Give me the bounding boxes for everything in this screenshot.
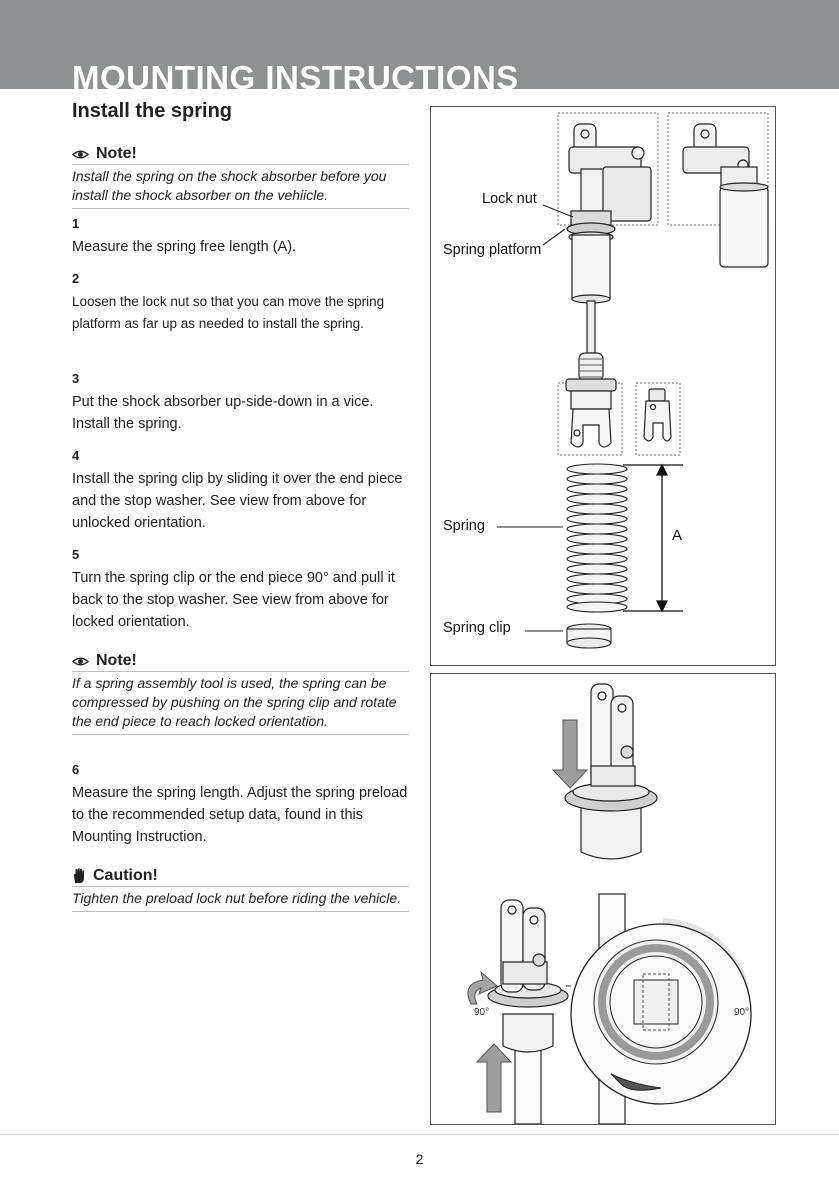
note-label: Note! xyxy=(96,145,137,162)
label-angle-right: 90° xyxy=(734,1007,750,1018)
step-1 xyxy=(72,216,409,258)
note-label: Note! xyxy=(96,652,137,669)
step-text: Install the spring clip by sliding it over the end piece and the stop washer. See view from above for unlocked orientation. xyxy=(72,471,403,531)
page-number: 2 xyxy=(415,1151,424,1167)
eye-icon xyxy=(72,656,89,667)
caution-text: Tighten the preload lock nut before riding the vehicle. xyxy=(72,887,409,912)
label-spring: Spring xyxy=(443,518,485,534)
step-number: 1 xyxy=(72,216,80,231)
figure-lock-rotation xyxy=(430,673,776,1125)
step-5 xyxy=(72,547,409,633)
step-number: 4 xyxy=(72,448,80,463)
step-6 xyxy=(72,762,409,848)
note-heading xyxy=(72,652,409,672)
note-block xyxy=(72,145,409,209)
step-number: 5 xyxy=(72,547,80,562)
step-text: Turn the spring clip or the end piece 90° and pull it back to the stop washer. See view from above for locked orientation. xyxy=(72,570,395,630)
step-3 xyxy=(72,371,409,435)
hand-icon xyxy=(72,868,86,884)
note-text: Install the spring on the shock absorber before you install the shock absorber on the vehiicle. xyxy=(72,165,409,209)
note-heading xyxy=(72,145,409,165)
label-angle-left: 90° xyxy=(474,1007,490,1018)
caution-label: Caution! xyxy=(93,867,158,884)
step-text: Loosen the lock nut so that you can move the spring platform as far up as needed to install the spring. xyxy=(72,294,385,331)
label-spring-platform: Spring platform xyxy=(443,242,542,258)
page-title: MOUNTING INSTRUCTIONS xyxy=(72,59,519,89)
caution-heading xyxy=(72,867,409,887)
spring-clip-rotation-illustration xyxy=(431,674,775,1124)
step-number: 3 xyxy=(72,371,80,386)
step-2 xyxy=(72,271,409,335)
step-4 xyxy=(72,448,409,534)
section-title: Install the spring xyxy=(72,100,233,122)
label-dimension-a: A xyxy=(672,527,683,544)
note-text: If a spring assembly tool is used, the spring can be compressed by pushing on the spring clip and rotate the end piece to reach locked orientation. xyxy=(72,672,409,735)
caution-block xyxy=(72,867,409,912)
step-text: Measure the spring free length (A). xyxy=(72,239,297,255)
note-block xyxy=(72,652,409,735)
step-text: Measure the spring length. Adjust the spring preload to the recommended setup data, found in this Mounting Instruction. xyxy=(72,785,408,845)
eye-icon xyxy=(72,149,89,160)
step-number: 6 xyxy=(72,762,80,777)
step-number: 2 xyxy=(72,271,80,286)
footer-divider xyxy=(0,1134,839,1135)
label-spring-clip: Spring clip xyxy=(443,620,511,636)
figure-exploded-view xyxy=(430,106,776,666)
step-text: Put the shock absorber up-side-down in a vice. Install the spring. xyxy=(72,394,374,432)
label-lock-nut: Lock nut xyxy=(482,191,537,207)
